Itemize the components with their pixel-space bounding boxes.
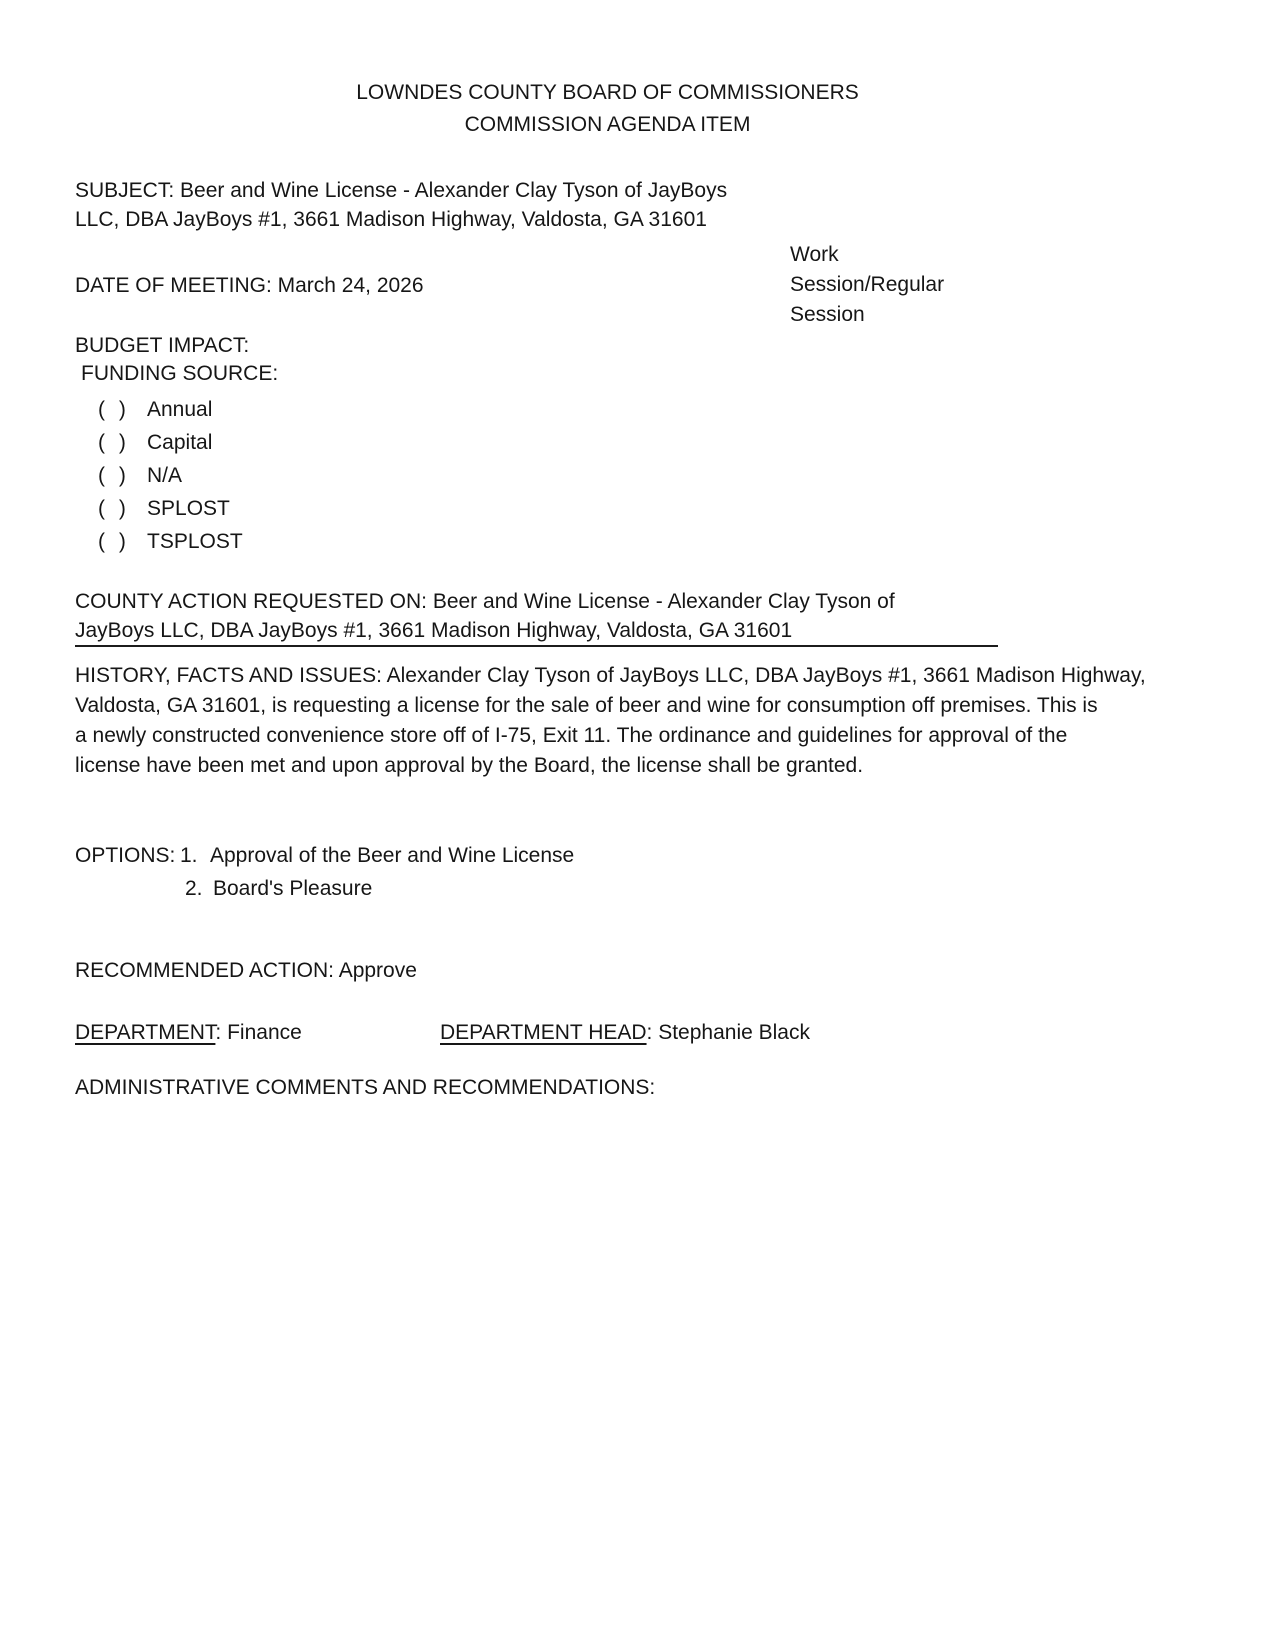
option-2-text: Board's Pleasure [213,877,373,900]
funding-option-row [98,492,243,525]
options-indent-spacer [75,872,185,905]
meeting-date: DATE OF MEETING: March 24, 2026 [75,274,424,297]
funding-option-label: SPLOST [147,497,230,520]
checkbox-placeholder-icon: ( ) [98,530,130,553]
department-value: : Finance [215,1021,302,1044]
department-group [75,1021,302,1044]
funding-option-label: Capital [147,431,213,454]
department-row [75,1018,1175,1047]
funding-option-row [98,426,243,459]
document-title [75,77,1140,141]
options-label: OPTIONS: [75,844,176,867]
session-type-line-1: Work [790,243,839,266]
recommended-action: RECOMMENDED ACTION: Approve [75,959,417,982]
session-type-line-2: Session/Regular [790,273,945,296]
funding-source-label: FUNDING SOURCE: [81,362,279,385]
options-section [75,839,574,905]
funding-option-row [98,393,243,426]
checkbox-placeholder-icon: ( ) [98,398,130,421]
option-2-number: 2. [185,877,203,900]
county-action-line-2: JayBoys LLC, DBA JayBoys #1, 3661 Madison Highway, Valdosta, GA 31601 [75,619,793,642]
session-type-line-3: Session [790,303,865,326]
history-line-2: Valdosta, GA 31601, is requesting a license for the sale of beer and wine for consumption off premises. This is [75,694,1098,717]
history-facts-issues-section [75,661,1200,781]
county-action-section [75,587,895,645]
checkbox-placeholder-icon: ( ) [98,497,130,520]
subject-line-2: LLC, DBA JayBoys #1, 3661 Madison Highway, Valdosta, GA 31601 [75,208,707,231]
subject-line-1: SUBJECT: Beer and Wine License - Alexander Clay Tyson of JayBoys [75,179,728,202]
department-head-label: DEPARTMENT HEAD [440,1021,647,1044]
options-row-1 [75,839,574,872]
administrative-comments-label: ADMINISTRATIVE COMMENTS AND RECOMMENDATIONS: [75,1076,656,1099]
option-1-number: 1. [180,844,198,867]
budget-impact-label: BUDGET IMPACT: [75,334,250,357]
history-line-3: a newly constructed convenience store off of I-75, Exit 11. The ordinance and guidelines for approval of the [75,724,1068,747]
horizontal-rule [75,645,998,647]
subject-section [75,176,727,234]
department-label: DEPARTMENT [75,1021,216,1044]
department-head-value: : Stephanie Black [646,1021,810,1044]
funding-option-row [98,525,243,558]
session-type [790,240,965,330]
county-action-line-1: COUNTY ACTION REQUESTED ON: Beer and Wine License - Alexander Clay Tyson of [75,590,895,613]
options-row-2 [75,872,574,905]
option-1-text: Approval of the Beer and Wine License [210,844,575,867]
funding-option-label: TSPLOST [147,530,243,553]
history-line-1: HISTORY, FACTS AND ISSUES: Alexander Clay Tyson of JayBoys LLC, DBA JayBoys #1, 3661 Madison Highway, [75,664,1146,687]
funding-option-label: N/A [147,464,183,487]
document-title-line-1: LOWNDES COUNTY BOARD OF COMMISSIONERS [356,81,859,104]
document-title-line-2: COMMISSION AGENDA ITEM [464,113,751,136]
department-head-group [440,1018,810,1047]
checkbox-placeholder-icon: ( ) [98,464,130,487]
funding-source-options [98,393,243,558]
history-line-4: license have been met and upon approval by the Board, the license shall be granted. [75,754,864,777]
checkbox-placeholder-icon: ( ) [98,431,130,454]
funding-option-label: Annual [147,398,213,421]
funding-option-row [98,459,243,492]
